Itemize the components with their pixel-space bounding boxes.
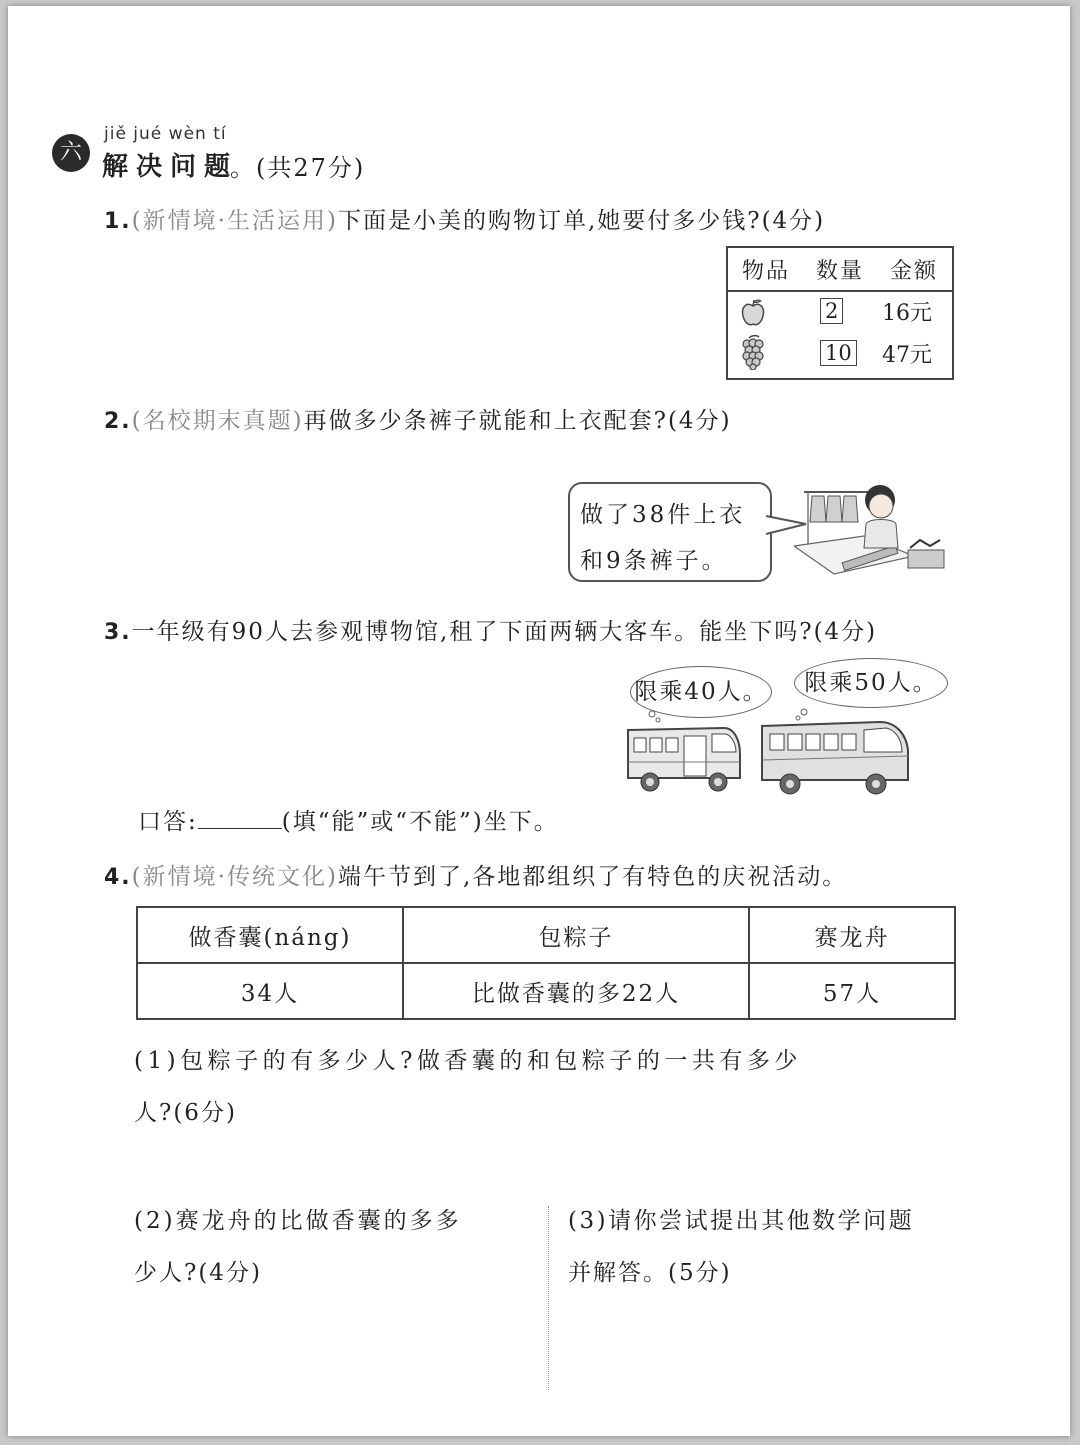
apple-icon	[740, 298, 766, 328]
bus2-capacity-cloud: 限乘50人。	[794, 658, 948, 708]
q3-line	[104, 613, 877, 646]
q1-number: 1.	[104, 209, 132, 234]
q2-tag: (名校期末真题)	[131, 408, 304, 434]
section-pinyin: jiě jué wèn tí	[104, 124, 227, 144]
grapes-icon	[740, 334, 766, 370]
q4-sub1-line1: (1)包粽子的有多少人?做香囊的和包粽子的一共有多少	[134, 1048, 802, 1074]
q4-sub3-line1: (3)请你尝试提出其他数学问题	[568, 1208, 915, 1234]
header-qty: 数量	[815, 258, 864, 284]
q2-bubble-line1: 做了38件上衣	[580, 502, 746, 528]
section-score: 。(共27分)	[230, 154, 366, 182]
fest-value-zongzi: 比做香囊的多22人	[403, 963, 749, 1019]
header-item: 物品	[741, 258, 790, 284]
header-amount: 金额	[889, 258, 938, 284]
buses-illustration	[620, 706, 920, 800]
q3-number: 3.	[104, 620, 132, 645]
grapes-qty: 10	[820, 340, 857, 366]
q4-sub2-line1: (2)赛龙舟的比做香囊的多多	[134, 1208, 462, 1234]
q4-sub3-line2: 并解答。(5分)	[568, 1260, 732, 1286]
fest-header-zongzi: 包粽子	[403, 907, 749, 963]
order-table	[726, 246, 954, 380]
festival-table	[136, 906, 956, 1020]
fest-value-dragonboat: 57人	[749, 963, 955, 1019]
q1-text: 下面是小美的购物订单,她要付多少钱?(4分)	[337, 208, 826, 234]
q2-bubble-line2: 和9条裤子。	[580, 548, 728, 574]
q4-line	[104, 858, 847, 891]
q4-sub1-line2: 人?(6分)	[134, 1100, 237, 1126]
worksheet-page	[8, 6, 1070, 1436]
q4-text: 端午节到了,各地都组织了有特色的庆祝活动。	[337, 864, 848, 890]
apple-qty: 2	[820, 298, 843, 324]
q3-answer-line	[138, 803, 559, 836]
section-title: 解决问题	[102, 152, 239, 182]
q3-text: 一年级有90人去参观博物馆,租了下面两辆大客车。能坐下吗?(4分)	[131, 619, 878, 645]
q3-answer-prefix: 口答:	[138, 809, 198, 835]
fest-header-dragonboat: 赛龙舟	[749, 907, 955, 963]
q2-number: 2.	[104, 409, 132, 434]
q2-speech-bubble	[568, 482, 772, 582]
order-table-header	[727, 247, 953, 291]
q4-number: 4.	[104, 865, 132, 890]
q3-answer-suffix: (填“能”或“不能”)坐下。	[281, 809, 559, 835]
q4-tag: (新情境·传统文化)	[131, 864, 338, 890]
bus1-capacity-cloud: 限乘40人。	[630, 666, 772, 718]
column-divider	[548, 1206, 549, 1390]
fest-value-sachet: 34人	[137, 963, 403, 1019]
q2-text: 再做多少条裤子就能和上衣配套?(4分)	[303, 408, 732, 434]
grapes-amount: 47元	[882, 343, 932, 368]
q1-tag: (新情境·生活运用)	[131, 208, 338, 234]
q1-line	[104, 202, 825, 235]
q2-line	[104, 402, 732, 435]
q3-answer-blank[interactable]	[198, 808, 282, 829]
section-number-badge: 六	[52, 134, 90, 172]
q4-sub2-line2: 少人?(4分)	[134, 1260, 262, 1286]
apple-amount: 16元	[882, 301, 932, 326]
tailor-illustration	[794, 474, 954, 584]
fest-header-sachet: 做香囊(náng)	[137, 907, 403, 963]
order-table-body	[727, 291, 953, 379]
